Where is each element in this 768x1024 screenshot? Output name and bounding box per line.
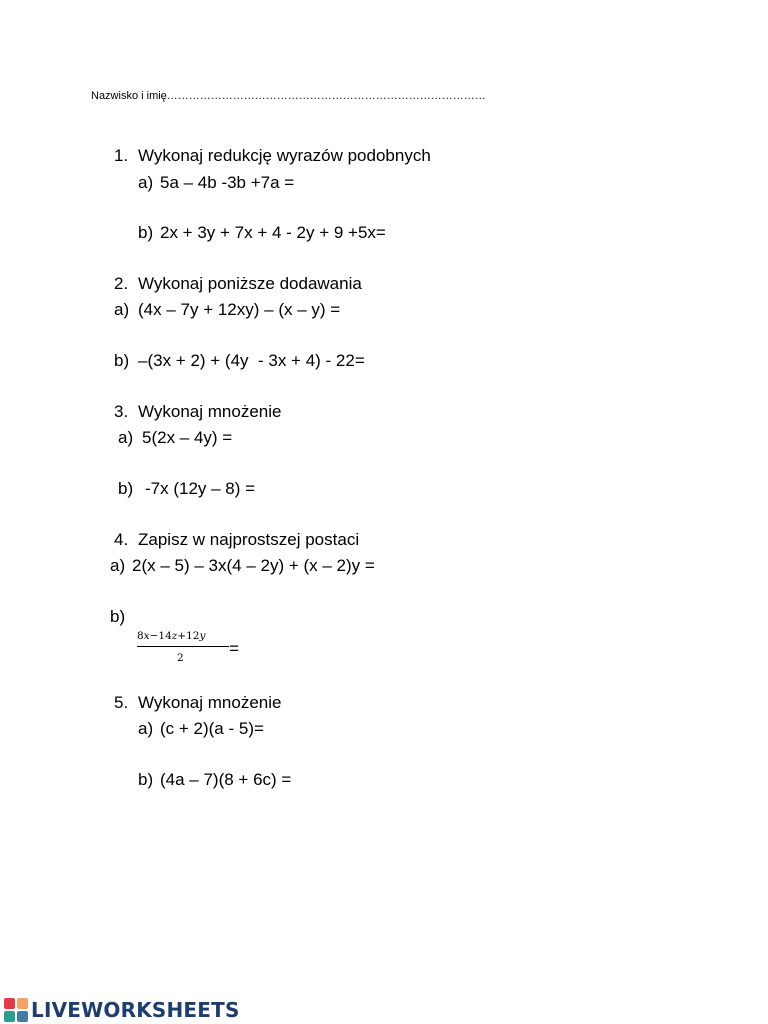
question-5a-label: a)	[138, 719, 154, 738]
question-2b-expression: –(3x + 2) + (4y - 3x + 4) - 22=	[138, 351, 365, 370]
question-2a-expression: (4x – 7y + 12xy) – (x – y) =	[138, 300, 341, 319]
question-1b-expression: 2x + 3y + 7x + 4 - 2y + 9 +5x=	[160, 223, 386, 242]
question-1b-label: b)	[138, 223, 154, 242]
question-3b-label: b)	[118, 479, 134, 498]
question-5a-expression: (c + 2)(a - 5)=	[160, 719, 264, 738]
question-1-number: 1.	[114, 146, 129, 165]
question-1a-expression: 5a – 4b -3b +7a =	[160, 173, 295, 192]
question-3-number: 3.	[114, 402, 129, 421]
fraction-bar	[137, 646, 229, 647]
question-5b-expression: (4a – 7)(8 + 6c) =	[160, 770, 292, 789]
question-4a-expression: 2(x – 5) – 3x(4 – 2y) + (x – 2)y =	[132, 556, 375, 575]
logo-text: LIVEWORKSHEETS	[31, 998, 240, 1022]
question-2-title: Wykonaj poniższe dodawania	[138, 274, 362, 293]
fraction-numerator: 8𝑥−14𝑧+12𝑦	[137, 630, 206, 642]
question-4-number: 4.	[114, 530, 129, 549]
question-3a-label: a)	[118, 428, 134, 447]
fraction-equals-sign: =	[229, 639, 239, 658]
question-4b-label: b)	[110, 607, 126, 626]
name-line: Nazwisko i imię……………………………………………………………………………	[91, 90, 486, 102]
question-4-title: Zapisz w najprostszej postaci	[138, 530, 360, 549]
fraction-denominator: 2	[177, 652, 184, 664]
question-3-title: Wykonaj mnożenie	[138, 402, 282, 421]
logo-square-3	[4, 1011, 15, 1022]
logo-square-4	[17, 1011, 28, 1022]
question-2a-label: a)	[114, 300, 130, 319]
question-3a-expression: 5(2x – 4y) =	[142, 428, 233, 447]
question-5-title: Wykonaj mnożenie	[138, 693, 282, 712]
question-3b-expression: -7x (12y – 8) =	[145, 479, 256, 498]
liveworksheets-logo[interactable]	[4, 997, 240, 1023]
question-5b-label: b)	[138, 770, 154, 789]
question-4a-label: a)	[110, 556, 126, 575]
question-2b-label: b)	[114, 351, 130, 370]
question-1a-label: a)	[138, 173, 154, 192]
logo-squares-icon	[4, 998, 28, 1022]
question-2-number: 2.	[114, 274, 129, 293]
logo-square-2	[17, 998, 28, 1009]
question-5-number: 5.	[114, 693, 129, 712]
question-1-title: Wykonaj redukcję wyrazów podobnych	[138, 146, 431, 165]
logo-square-1	[4, 998, 15, 1009]
